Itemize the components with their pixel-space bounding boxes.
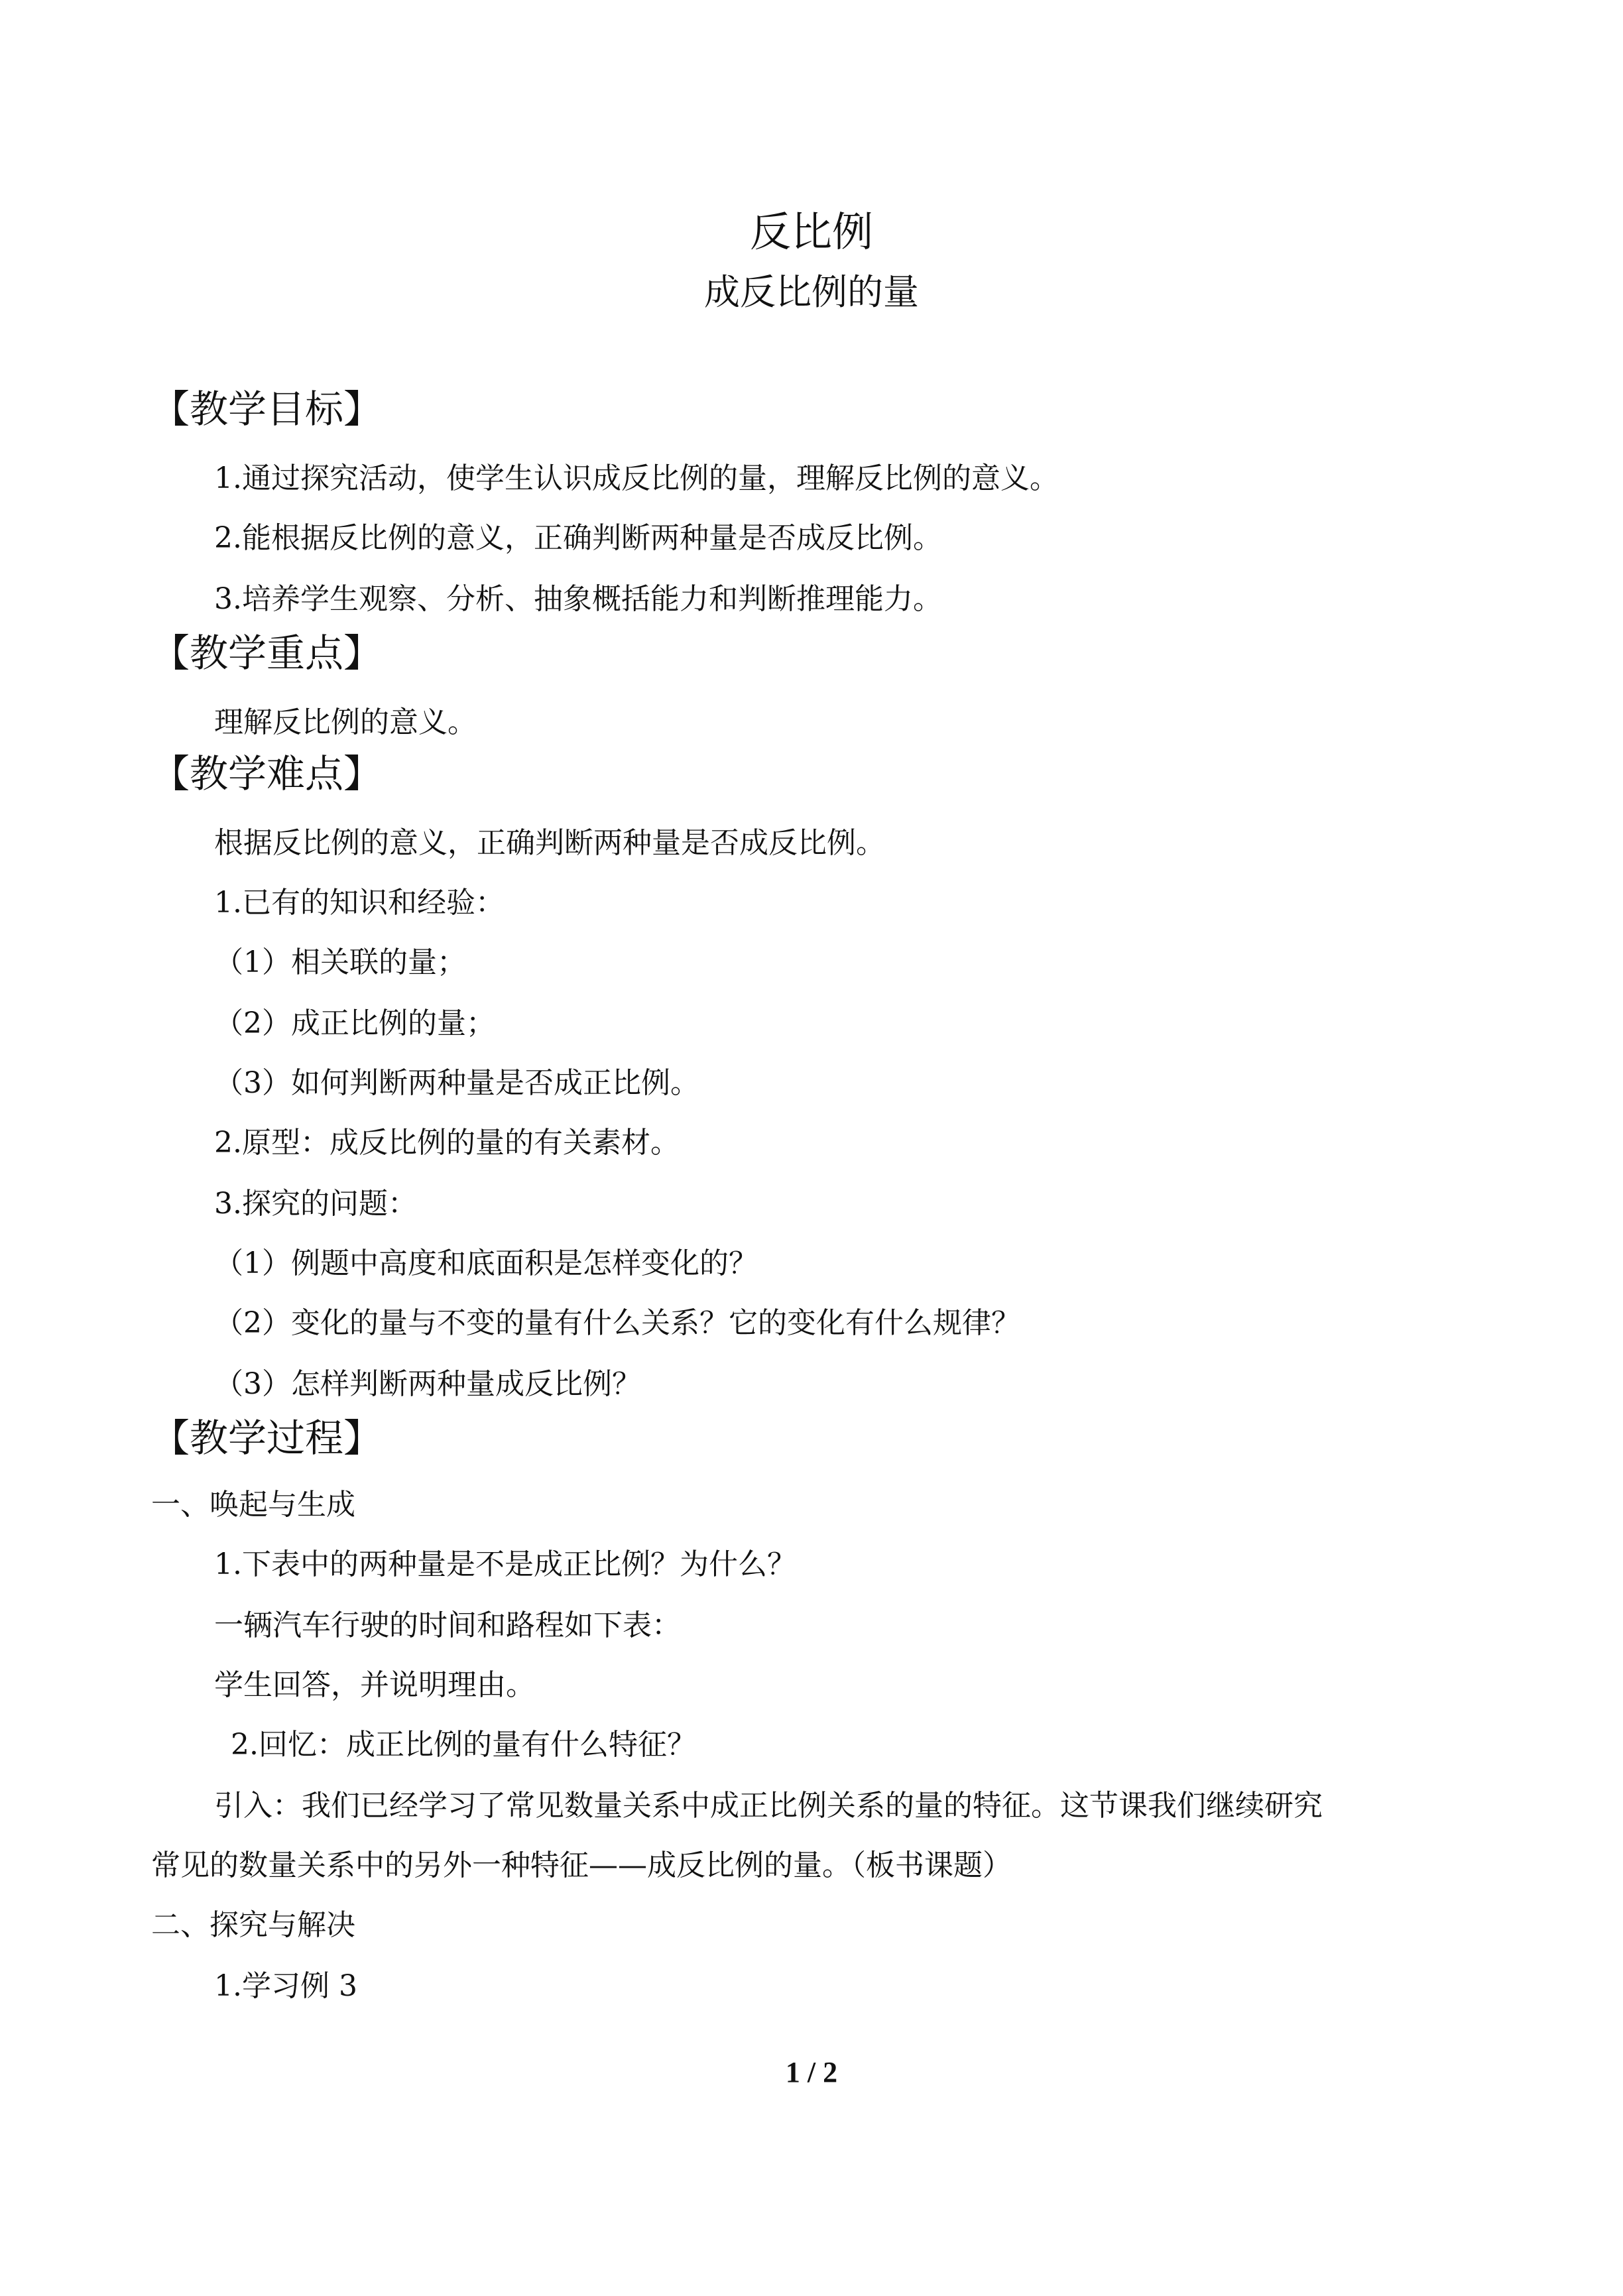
difficulty-line: （3）如何判断两种量是否成正比例。 — [214, 1066, 699, 1100]
intro-paragraph-line: 引入：我们已经学习了常见数量关系中成正比例关系的量的特征。这节课我们继续研究 — [214, 1789, 1323, 1823]
key-point-text: 理解反比例的意义。 — [214, 705, 477, 739]
part-title: 二、探究与解决 — [151, 1908, 355, 1942]
document-title: 反比例 — [749, 208, 873, 256]
difficulty-line: （3）怎样判断两种量成反比例？ — [214, 1367, 641, 1401]
section-heading-difficulties: 【教学难点】 — [151, 751, 383, 796]
difficulty-line: 3.探究的问题： — [214, 1187, 417, 1221]
difficulty-line: （1）相关联的量； — [214, 945, 466, 979]
document-subtitle: 成反比例的量 — [704, 271, 919, 313]
section-heading-key-points: 【教学重点】 — [151, 631, 383, 676]
difficulty-line: （2）变化的量与不变的量有什么关系？它的变化有什么规律？ — [214, 1306, 1020, 1340]
process-line: 一辆汽车行驶的时间和路程如下表： — [214, 1608, 681, 1642]
section-heading-goals: 【教学目标】 — [151, 387, 383, 432]
goal-item: 3.培养学生观察、分析、抽象概括能力和判断推理能力。 — [214, 582, 942, 616]
difficulty-line: 1.已有的知识和经验： — [214, 886, 505, 920]
process-line: 1.下表中的两种量是不是成正比例？为什么？ — [214, 1547, 796, 1581]
process-line: 学生回答，并说明理由。 — [214, 1668, 535, 1702]
goal-item: 1.通过探究活动，使学生认识成反比例的量，理解反比例的意义。 — [214, 461, 1059, 495]
process-line: 1.学习例 3 — [214, 1969, 357, 2003]
difficulty-line: 根据反比例的意义，正确判断两种量是否成反比例。 — [214, 826, 885, 860]
intro-paragraph-line: 常见的数量关系中的另外一种特征——成反比例的量。（板书课题） — [151, 1848, 1012, 1882]
part-title: 一、唤起与生成 — [151, 1488, 355, 1522]
difficulty-line: （1）例题中高度和底面积是怎样变化的？ — [214, 1246, 758, 1280]
difficulty-line: 2.原型：成反比例的量的有关素材。 — [214, 1126, 680, 1160]
section-heading-process: 【教学过程】 — [151, 1416, 383, 1461]
page-number: 1 / 2 — [785, 2056, 838, 2088]
process-line: 2.回忆：成正比例的量有什么特征？ — [231, 1728, 696, 1762]
goal-item: 2.能根据反比例的意义，正确判断两种量是否成反比例。 — [214, 521, 942, 555]
difficulty-line: （2）成正比例的量； — [214, 1006, 495, 1040]
